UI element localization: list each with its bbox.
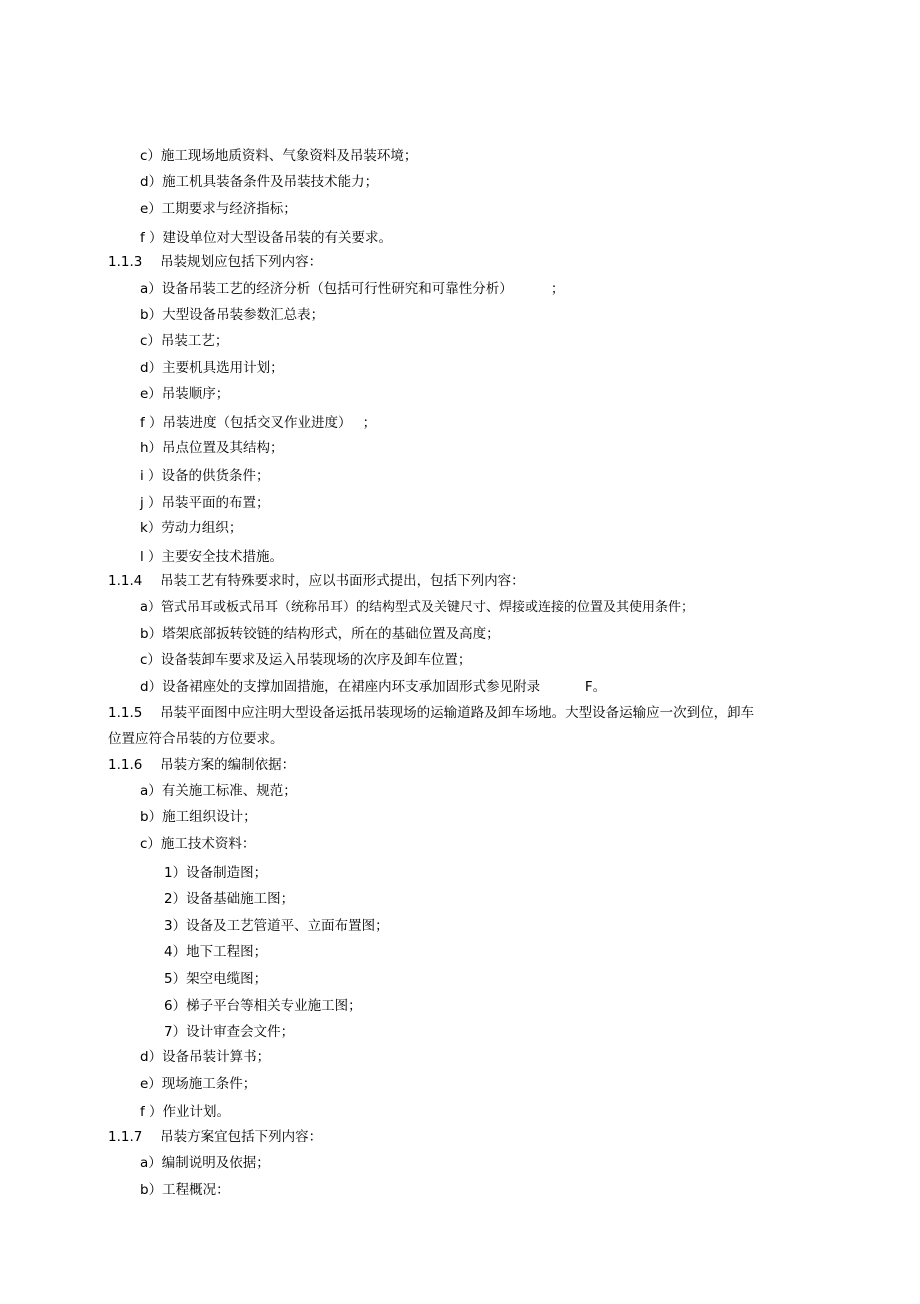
list-item: d）设备裙座处的支撑加固措施，在裙座内环支承加固形式参见附录 F。 (140, 679, 607, 695)
sub-list-item: 1）设备制造图； (164, 865, 268, 881)
list-item: e）工期要求与经济指标； (140, 201, 297, 217)
list-item: a）编制说明及依据； (140, 1155, 270, 1171)
sub-list-item: 5）架空电缆图； (164, 971, 268, 987)
list-item: f ）吊装进度（包括交叉作业进度） ； (140, 415, 377, 431)
list-item: d）主要机具选用计划； (140, 360, 284, 376)
sub-list-item: 3）设备及工艺管道平、立面布置图； (164, 918, 389, 934)
list-item: c）设备装卸车要求及运入吊装现场的次序及卸车位置； (140, 652, 472, 668)
list-item: d）施工机具装备条件及吊装技术能力； (140, 174, 379, 190)
list-item: e）现场施工条件； (140, 1076, 257, 1092)
list-item: f ）建设单位对大型设备吊装的有关要求。 (140, 230, 393, 246)
list-item: l ）主要安全技术措施。 (140, 549, 284, 565)
section-heading: 1.1.4 吊装工艺有特殊要求时，应以书面形式提出，包括下列内容： (108, 573, 525, 589)
sub-list-item: 7）设计审查会文件； (164, 1024, 295, 1040)
section-heading: 1.1.7 吊装方案宜包括下列内容： (108, 1129, 323, 1145)
section-heading: 1.1.3 吊装规划应包括下列内容： (108, 254, 323, 270)
sub-list-item: 6）梯子平台等相关专业施工图； (164, 998, 362, 1014)
list-item: b）大型设备吊装参数汇总表； (140, 307, 325, 323)
sub-list-item: 4）地下工程图； (164, 944, 268, 960)
list-item: c）吊装工艺； (140, 333, 229, 349)
sub-list-item: 2）设备基础施工图； (164, 891, 295, 907)
list-item: c）施工技术资料： (140, 836, 256, 852)
list-item: i ）设备的供货条件； (140, 468, 270, 484)
list-item: b）塔架底部扳转铰链的结构形式，所在的基础位置及高度； (140, 626, 500, 642)
list-item: h）吊点位置及其结构； (140, 440, 284, 456)
list-item: b）工程概况： (140, 1182, 230, 1198)
list-item: e）吊装顺序； (140, 386, 230, 402)
section-paragraph: 1.1.5 吊装平面图中应注明大型设备运抵吊装现场的运输道路及卸车场地。大型设备运输应一次到位，卸车位置应符合吊装的方位要求。 (108, 705, 755, 747)
list-item: a）有关施工标准、规范； (140, 783, 297, 799)
list-item: b）施工组织设计； (140, 809, 257, 825)
list-item: a）设备吊装工艺的经济分析（包括可行性研究和可靠性分析） ； (140, 281, 565, 297)
list-item: k）劳动力组织； (140, 520, 243, 536)
list-item: a）管式吊耳或板式吊耳（统称吊耳）的结构型式及关键尺寸、焊接或连接的位置及其使用条件； (140, 600, 694, 615)
list-item: d）设备吊装计算书； (140, 1049, 271, 1065)
list-item: c）施工现场地质资料、气象资料及吊装环境； (140, 148, 418, 164)
list-item: j ）吊装平面的布置； (140, 495, 270, 511)
list-item: f ）作业计划。 (140, 1104, 231, 1120)
section-heading: 1.1.6 吊装方案的编制依据： (108, 757, 296, 773)
